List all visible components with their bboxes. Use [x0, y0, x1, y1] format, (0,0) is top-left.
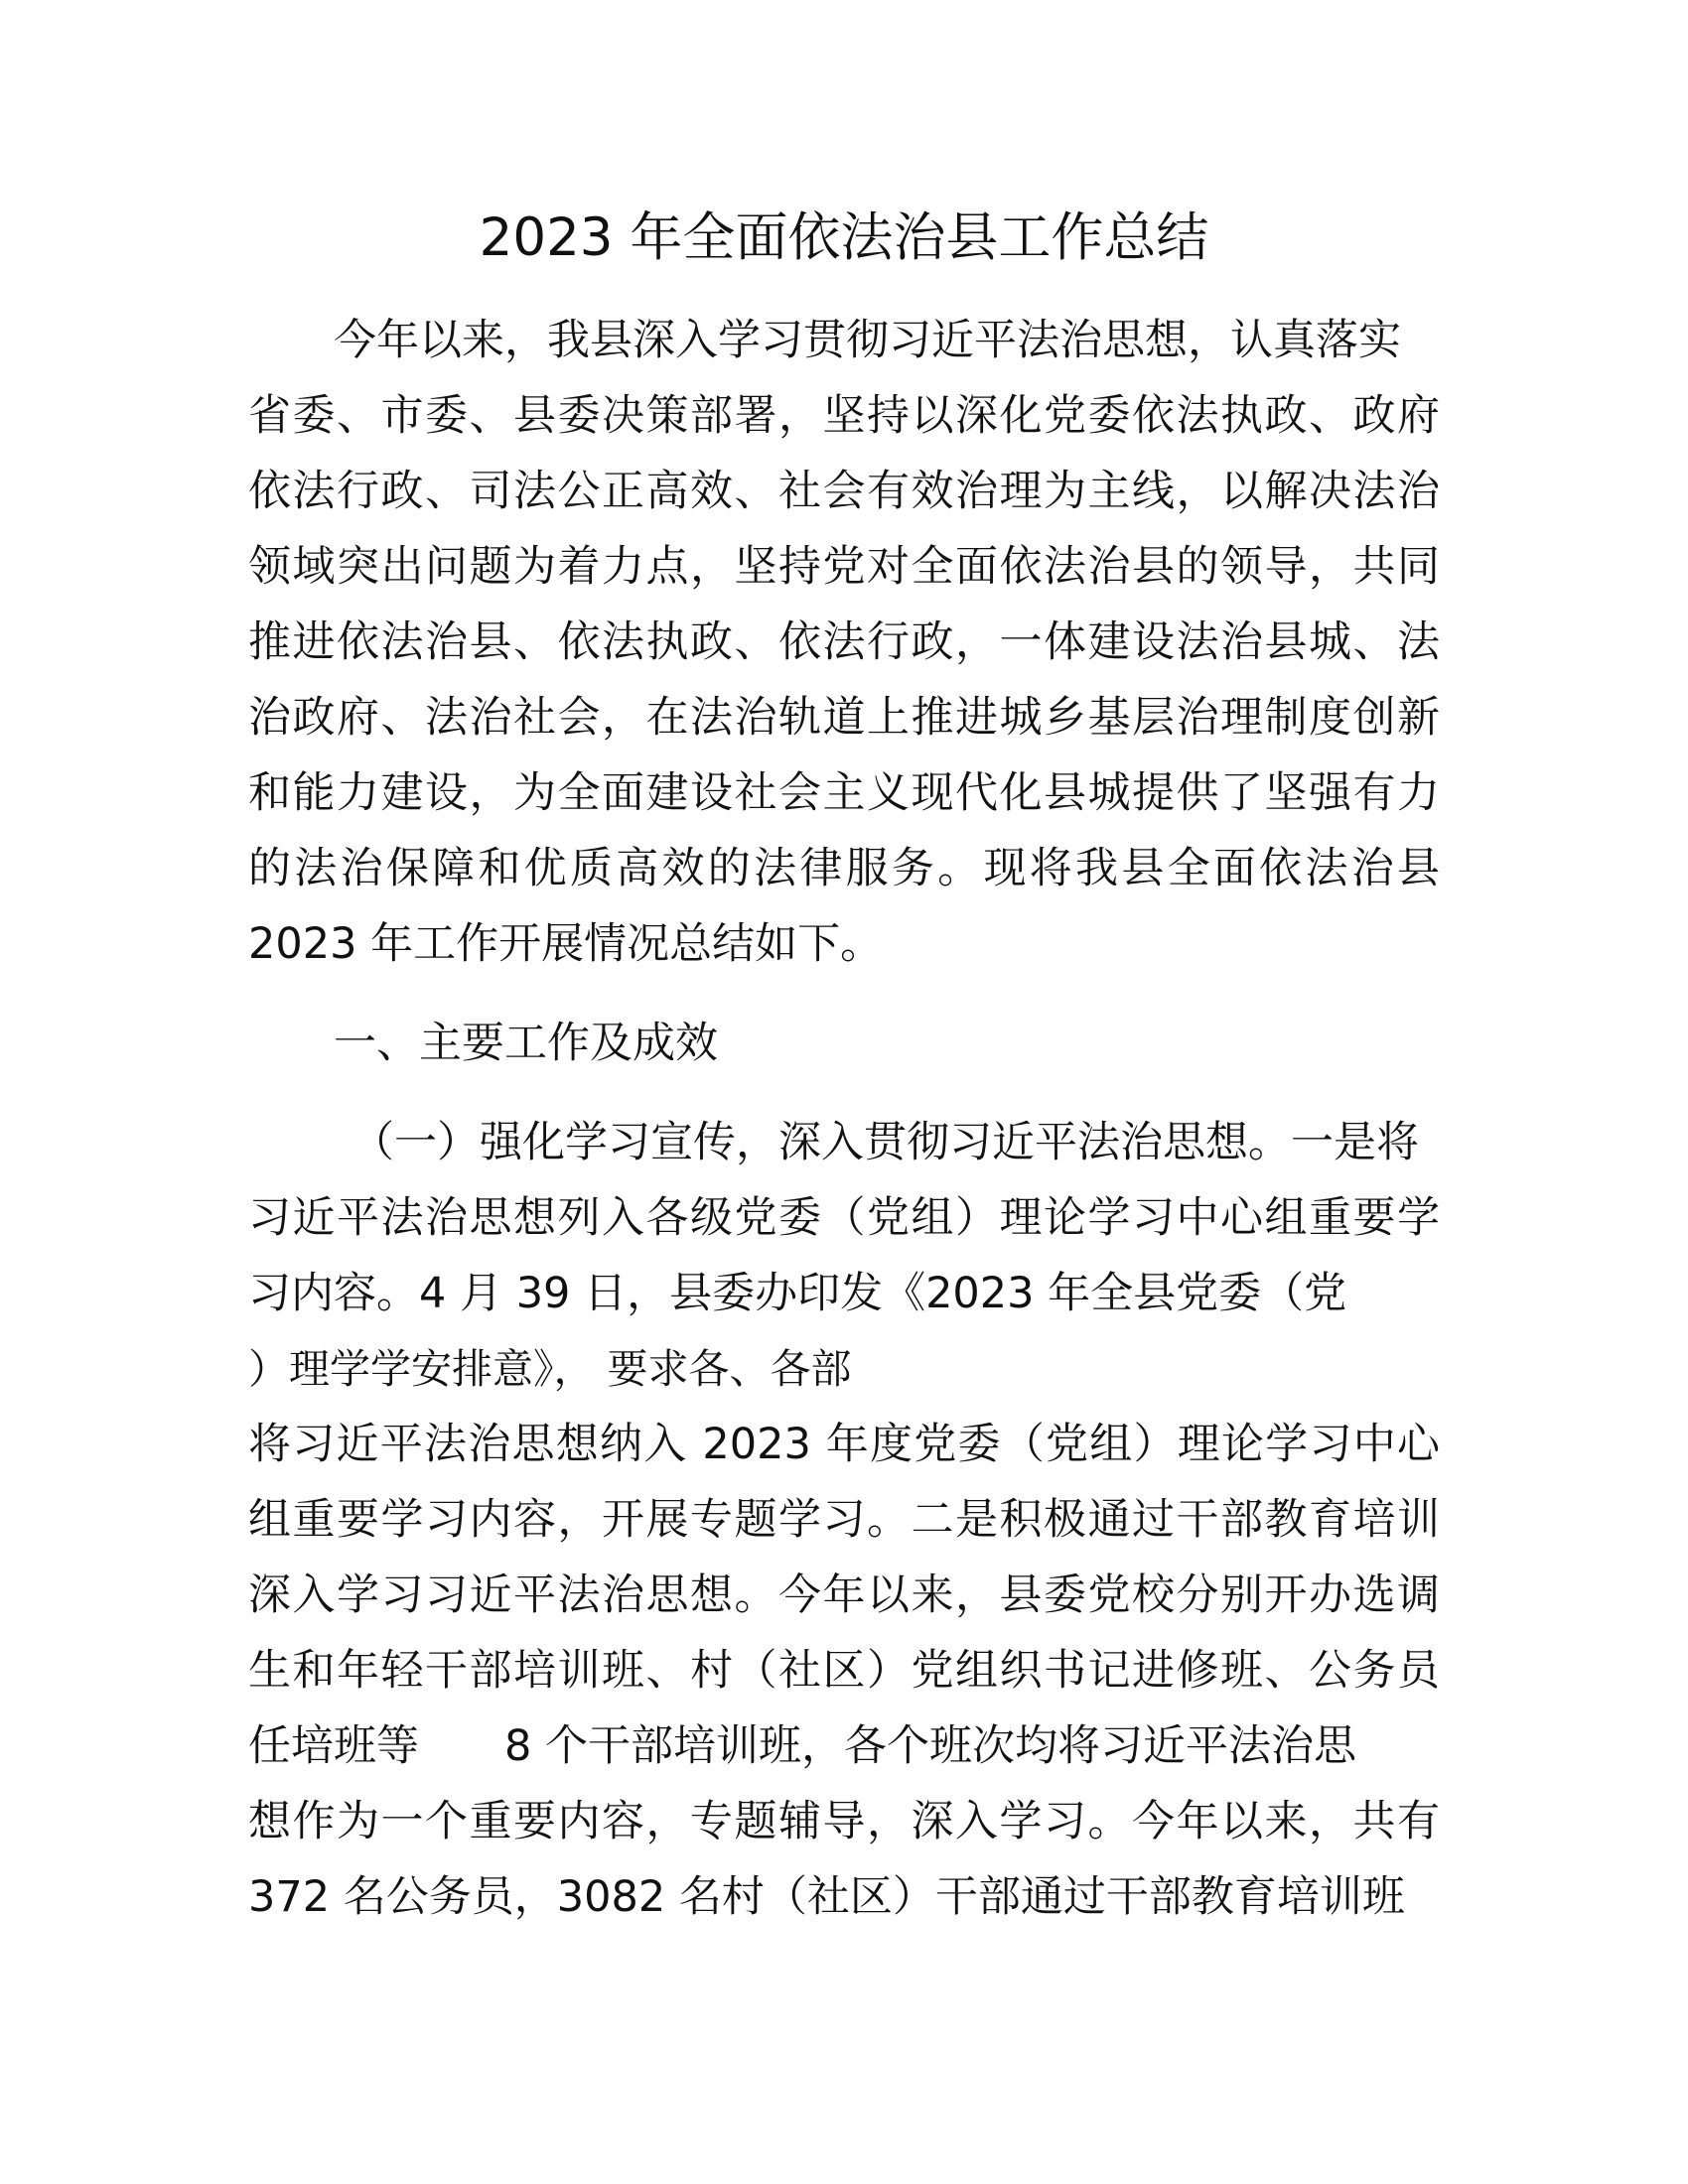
paragraph-line: 依法行政、司法公正高效、社会有效治理为主线，以解决法治 [248, 467, 1440, 516]
paragraph-line: 习近平法治思想列入各级党委（党组）理论学习中心组重要学 [248, 1193, 1440, 1243]
paragraph-line: 将习近平法治思想纳入 2023 年度党委（党组）理论学习中心 [248, 1420, 1440, 1469]
paragraph-line: 生和年轻干部培训班、村（社区）党组织书记进修班、公务员 [248, 1646, 1440, 1696]
paragraph-line: 今年以来，我县深入学习贯彻习近平法治思想，认真落实 [334, 316, 1401, 365]
paragraph-line: 推进依法治县、依法执政、依法行政，一体建设法治县城、法 [248, 617, 1440, 667]
paragraph-line: 省委、市委、县委决策部署，坚持以深化党委依法执政、政府 [248, 391, 1440, 441]
paragraph-line: 习内容。4 月 39 日，县委办印发《2023 年全县党委（党 [248, 1269, 1347, 1318]
paragraph-line: 想作为一个重要内容，专题辅导，深入学习。今年以来，共有 [248, 1797, 1440, 1846]
paragraph-line: 深入学习习近平法治思想。今年以来，县委党校分别开办选调 [248, 1570, 1440, 1620]
document-title: 2023 年全面依法治县工作总结 [479, 207, 1209, 268]
paragraph-line: 2023 年工作开展情况总结如下。 [248, 919, 884, 969]
paragraph-line: 和能力建设，为全面建设社会主义现代化县城提供了坚强有力 [248, 768, 1440, 818]
subsection-line: （一）强化学习宣传，深入贯彻习近平法治思想。一是将 [352, 1118, 1419, 1167]
paragraph-line: 组重要学习内容，开展专题学习。二是积极通过干部教育培训 [248, 1495, 1440, 1545]
section-heading: 一、主要工作及成效 [334, 1019, 718, 1068]
paragraph-line: 治政府、法治社会，在法治轨道上推进城乡基层治理制度创新 [248, 693, 1440, 743]
garbled-line: ）理学学安排意》， 要求各、各部 [248, 1345, 852, 1393]
paragraph-line: 任培班等 8 个干部培训班，各个班次均将习近平法治思 [248, 1721, 1357, 1771]
paragraph-line: 领域突出问题为着力点，坚持党对全面依法治县的领导，共同 [248, 542, 1440, 592]
paragraph-line: 的法治保障和优质高效的法律服务。现将我县全面依法治县 [248, 844, 1440, 893]
paragraph-line: 372 名公务员，3082 名村（社区）干部通过干部教育培训班 [248, 1872, 1405, 1922]
